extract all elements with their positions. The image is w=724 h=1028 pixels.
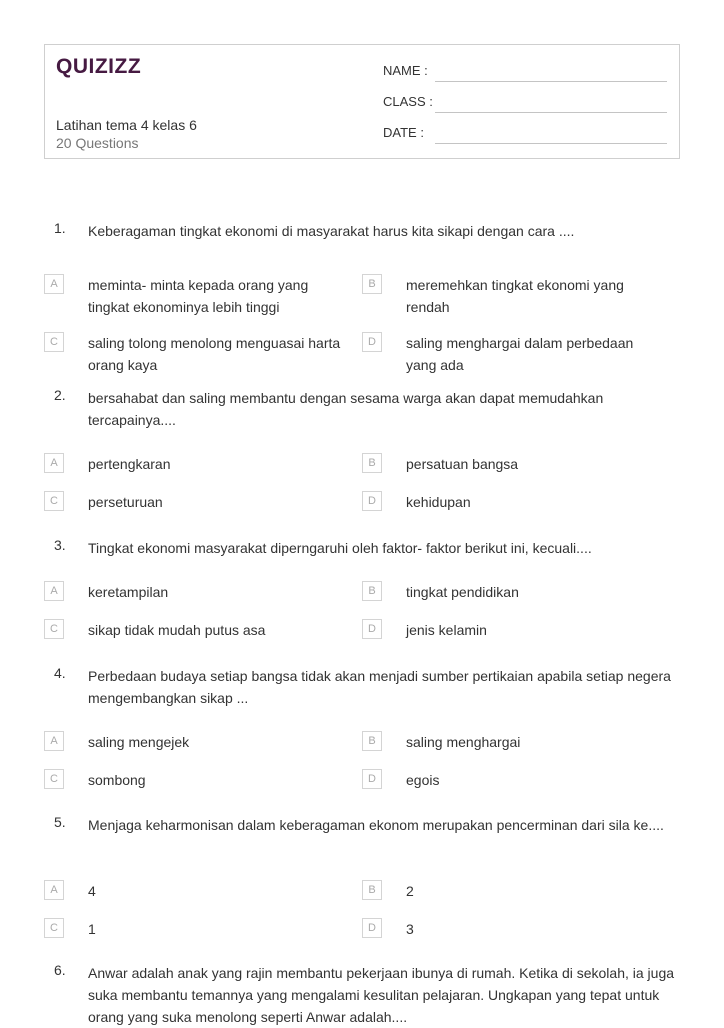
worksheet-header [44,44,680,159]
option-text: egois [406,772,440,788]
option-text: 1 [88,921,96,937]
option-text: meminta- minta kepada orang yang tingkat ekonominya lebih tinggi [88,277,309,315]
option-letter-box: C [44,918,64,938]
option-text: 4 [88,883,96,899]
question-text: Keberagaman tingkat ekonomi di masyarakat harus kita sikapi dengan cara .... [88,223,575,239]
option-letter-box: D [362,918,382,938]
option-text: saling tolong menolong menguasai harta orang kaya [88,335,341,373]
option-letter-box: B [362,880,382,900]
class-line[interactable] [435,112,667,113]
question-text: bersahabat dan saling membantu dengan sesama warga akan dapat memudahkan tercapainya.... [88,390,604,428]
option-text: 3 [406,921,414,937]
option-letter-box: A [44,731,64,751]
option-text: saling mengejek [88,734,190,750]
option-letter-box: B [362,731,382,751]
option-letter-box: B [362,274,382,294]
option-letter-box: C [44,491,64,511]
date-line[interactable] [435,143,667,144]
question-number: 5. [54,814,66,830]
question-count: 20 Questions [56,135,139,151]
name-label: NAME : [383,63,428,78]
option-letter-box: B [362,453,382,473]
question-number: 2. [54,387,66,403]
worksheet-title: Latihan tema 4 kelas 6 [56,117,197,133]
option-text: keretampilan [88,584,169,600]
option-text: meremehkan tingkat ekonomi yang rendah [406,277,624,315]
question-number: 3. [54,537,66,553]
option-letter-box: D [362,619,382,639]
option-text: pertengkaran [88,456,171,472]
option-letter-box: C [44,769,64,789]
option-letter-box: D [362,769,382,789]
option-text: sikap tidak mudah putus asa [88,622,266,638]
option-letter-box: A [44,453,64,473]
option-letter-box: A [44,880,64,900]
question-number: 6. [54,962,66,978]
option-text: perseturuan [88,494,163,510]
option-text: tingkat pendidikan [406,584,519,600]
question-number: 1. [54,220,66,236]
option-letter-box: C [44,332,64,352]
date-label: DATE : [383,125,424,140]
option-letter-box: D [362,491,382,511]
option-letter-box: B [362,581,382,601]
option-letter-box: A [44,581,64,601]
option-text: kehidupan [406,494,471,510]
option-letter-box: D [362,332,382,352]
option-letter-box: A [44,274,64,294]
question-text: Tingkat ekonomi masyarakat diperngaruhi oleh faktor- faktor berikut ini, kecuali.... [88,540,592,556]
question-text: Anwar adalah anak yang rajin membantu pekerjaan ibunya di rumah. Ketika di sekolah, ia juga suka membantu temannya yang mengalami kesulitan pelajaran. Ungkapan yang tepat untuk orang yang suka menolong seperti Anwar adalah.... [88,965,675,1025]
option-text: saling menghargai [406,734,521,750]
option-text: jenis kelamin [406,622,487,638]
quizizz-logo: QUIZIZZ [56,55,142,78]
class-label: CLASS : [383,94,433,109]
option-text: persatuan bangsa [406,456,519,472]
question-text: Menjaga keharmonisan dalam keberagaman ekonom merupakan pencerminan dari sila ke.... [88,817,664,833]
question-text: Perbedaan budaya setiap bangsa tidak akan menjadi sumber pertikaian apabila setiap negera mengembangkan sikap ... [88,668,671,706]
option-text: 2 [406,883,414,899]
option-text: sombong [88,772,146,788]
name-line[interactable] [435,81,667,82]
option-text: saling menghargai dalam perbedaan yang ada [406,335,634,373]
option-letter-box: C [44,619,64,639]
question-number: 4. [54,665,66,681]
